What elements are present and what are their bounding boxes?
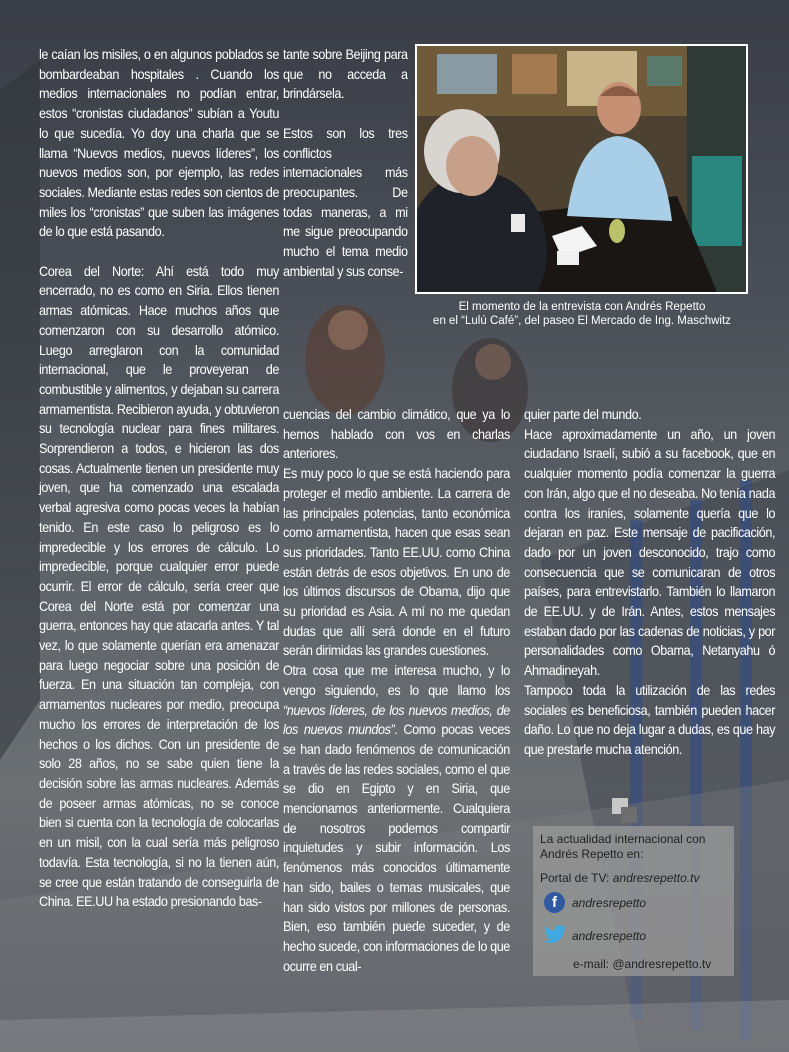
column-1 bbox=[39, 45, 279, 912]
photo-caption bbox=[408, 300, 756, 328]
interview-photo bbox=[415, 44, 748, 294]
column-2-bottom bbox=[283, 405, 510, 976]
twitter-handle[interactable]: andresrepetto bbox=[572, 929, 647, 943]
column-2-top bbox=[283, 45, 408, 281]
column-2-top-paragraph-2: Estos son los tres conflictos internacionales más preocupantes. De todas maneras, a mi me sigue preocupando mucho el tema medio ambiental y sus conse- bbox=[283, 125, 408, 279]
info-box-title bbox=[540, 832, 730, 862]
facebook-icon[interactable]: f bbox=[544, 892, 565, 913]
column-3-paragraph-3: Tampoco toda la utilización de las redes sociales es beneficiosa, también pueden hacer daño. Lo que no deja lugar a dudas, es que hay que prestarle mucha atención. bbox=[524, 682, 776, 757]
twitter-icon[interactable] bbox=[544, 925, 568, 945]
column-3 bbox=[524, 405, 775, 760]
interview-photo-illustration bbox=[417, 46, 746, 292]
info-box-line-2: Andrés Repetto en: bbox=[540, 847, 644, 861]
column-1-paragraph-2: Corea del Norte: Ahí está todo muy encerrado, no es como en Siria. Ellos tienen armas atómicas. Hace muchos años que comenzaron con su desarrollo atómico. Luego arreglaron con la comunidad internacional, que le proveyeran de combustible y alimentos, y dejaban su carrera armamentista. Recibieron ayuda, y obtuvieron su tecnología nuclear para fines militares. Sorprendieron a todos, e hicieron las dos cosas. Actualmente tienen un presidente muy joven, que ha comenzado una escalada verbal agresiva como pocas veces la habían tenido. En este caso lo peligroso es lo impredecible y los errores de cálculo. Lo impredecible, porque cualquier error puede ocurrir. El error de cálculo, sería creer que Corea del Norte está por comenzar una guerra, entonces hay que atacarla antes. Y tal vez, lo que solamente querían era amenazar para luego negociar sobre una posición de fuerza. En una situación tan compleja, con armamentos nucleares por medio, preocupa mucho los errores de interpretación de los hechos o los dichos. Con un presidente de solo 28 años, no se sabe quien tiene la decisión sobre las armas nucleares. Además de poseer armas atómicas, no se conoce bien si cuenta con la tecnología de colocarlas en un misil, con la cual sería más peligroso todavía. Esta tecnología, si no la tienen aún, se cree que están tratando de conseguirla de China. EE.UU ha estado presionando bas- bbox=[39, 263, 279, 910]
squares-logo-icon bbox=[612, 798, 638, 824]
column-2-paragraph-3 bbox=[283, 661, 510, 976]
column-3-paragraph-2: Hace aproximadamente un año, un joven ciudadano Israelí, subió a su facebook, que en cualquier momento podía comenzar la guerra con Irán, algo que el no deseaba. No tenía nada contra los iraníes, solamente quería que lo dejaran en paz. Este mensaje de pacificación, dado por un joven desconocido, trajo como consecuencia que se comunicaran de otros países, para entrevistarlo. También lo llamaron de EE.UU. y de Irán. Antes, estos mensajes estaban dado por las cadenas de noticias, y por personalidades como Obama, Netanyahu ó Ahmadineyah. bbox=[524, 426, 776, 679]
email-address[interactable]: e-mail: @andresrepetto.tv bbox=[573, 957, 712, 971]
column-2-paragraph-3-start: Otra cosa que me interesa mucho, y lo vengo siguiendo, es lo que llamo los bbox=[283, 663, 510, 698]
photo-caption-line-1: El momento de la entrevista con Andrés Repetto bbox=[458, 301, 706, 313]
column-2-paragraph-2: Es muy poco lo que se está haciendo para proteger el medio ambiente. La carrera de las principales potencias, tanto económica como armamentista, hacen que esas sean sus prioridades. Tanto EE.UU. como China están detrás de esos objetivos. En uno de los últimos discursos de Obama, dijo que su prioridad es Asia. A mí no me quedan dudas que allí será donde en el futuro serán dirimidas las grandes cuestiones. bbox=[283, 466, 510, 659]
column-2-paragraph-3-quote: “nuevos líderes, de los nuevos medios, de los nuevos mundos” bbox=[283, 702, 510, 738]
facebook-handle[interactable]: andresrepetto bbox=[572, 896, 647, 910]
photo-caption-line-2: en el “Lulú Café”, del paseo El Mercado de Ing. Maschwitz bbox=[433, 315, 731, 327]
column-2-paragraph-3-end: . Como pocas veces se han dado fenómenos de comunicación a través de las redes sociales, como el que se dio en Egipto y en Siria, que mencionamos anteriormente. Cualquiera de nosotros podemos compartir inquietudes y subir información. Los fenómenos más conocidos últimamente han sido, bailes o temas musicales, que han sido vistos por millones de personas. Bien, eso también puede suceder, y de hecho sucede, con informaciones de lo que ocurre en cual- bbox=[283, 722, 510, 974]
contact-info-box bbox=[533, 826, 734, 976]
column-3-paragraph-1: quier parte del mundo. bbox=[524, 407, 642, 422]
info-box-line-1: La actualidad internacional con bbox=[540, 832, 706, 846]
portal-label: Portal de TV: bbox=[540, 871, 610, 885]
column-2-top-paragraph-1: tante sobre Beijing para que no acceda a brindársela. bbox=[283, 47, 408, 102]
column-1-paragraph-1: le caían los misiles, o en algunos poblados se bombardeaban hospitales . Cuando los medios internacionales no podían entrar, estos “cronistas ciudadanos” subían a Youtu lo que sucedía. Yo doy una charla que se llama “Nuevos medios, nuevos líderes”, los nuevos medios son, por ejemplo, las redes sociales. Mediante estas redes son cientos de miles los “cronistas” que suben las imágenes de lo que está pasando. bbox=[39, 47, 279, 240]
column-2-paragraph-1: cuencias del cambio climático, que ya lo hemos hablado con vos en charlas anteriores. bbox=[283, 407, 510, 462]
portal-link[interactable]: andresrepetto.tv bbox=[612, 871, 700, 885]
portal-line bbox=[540, 871, 699, 885]
